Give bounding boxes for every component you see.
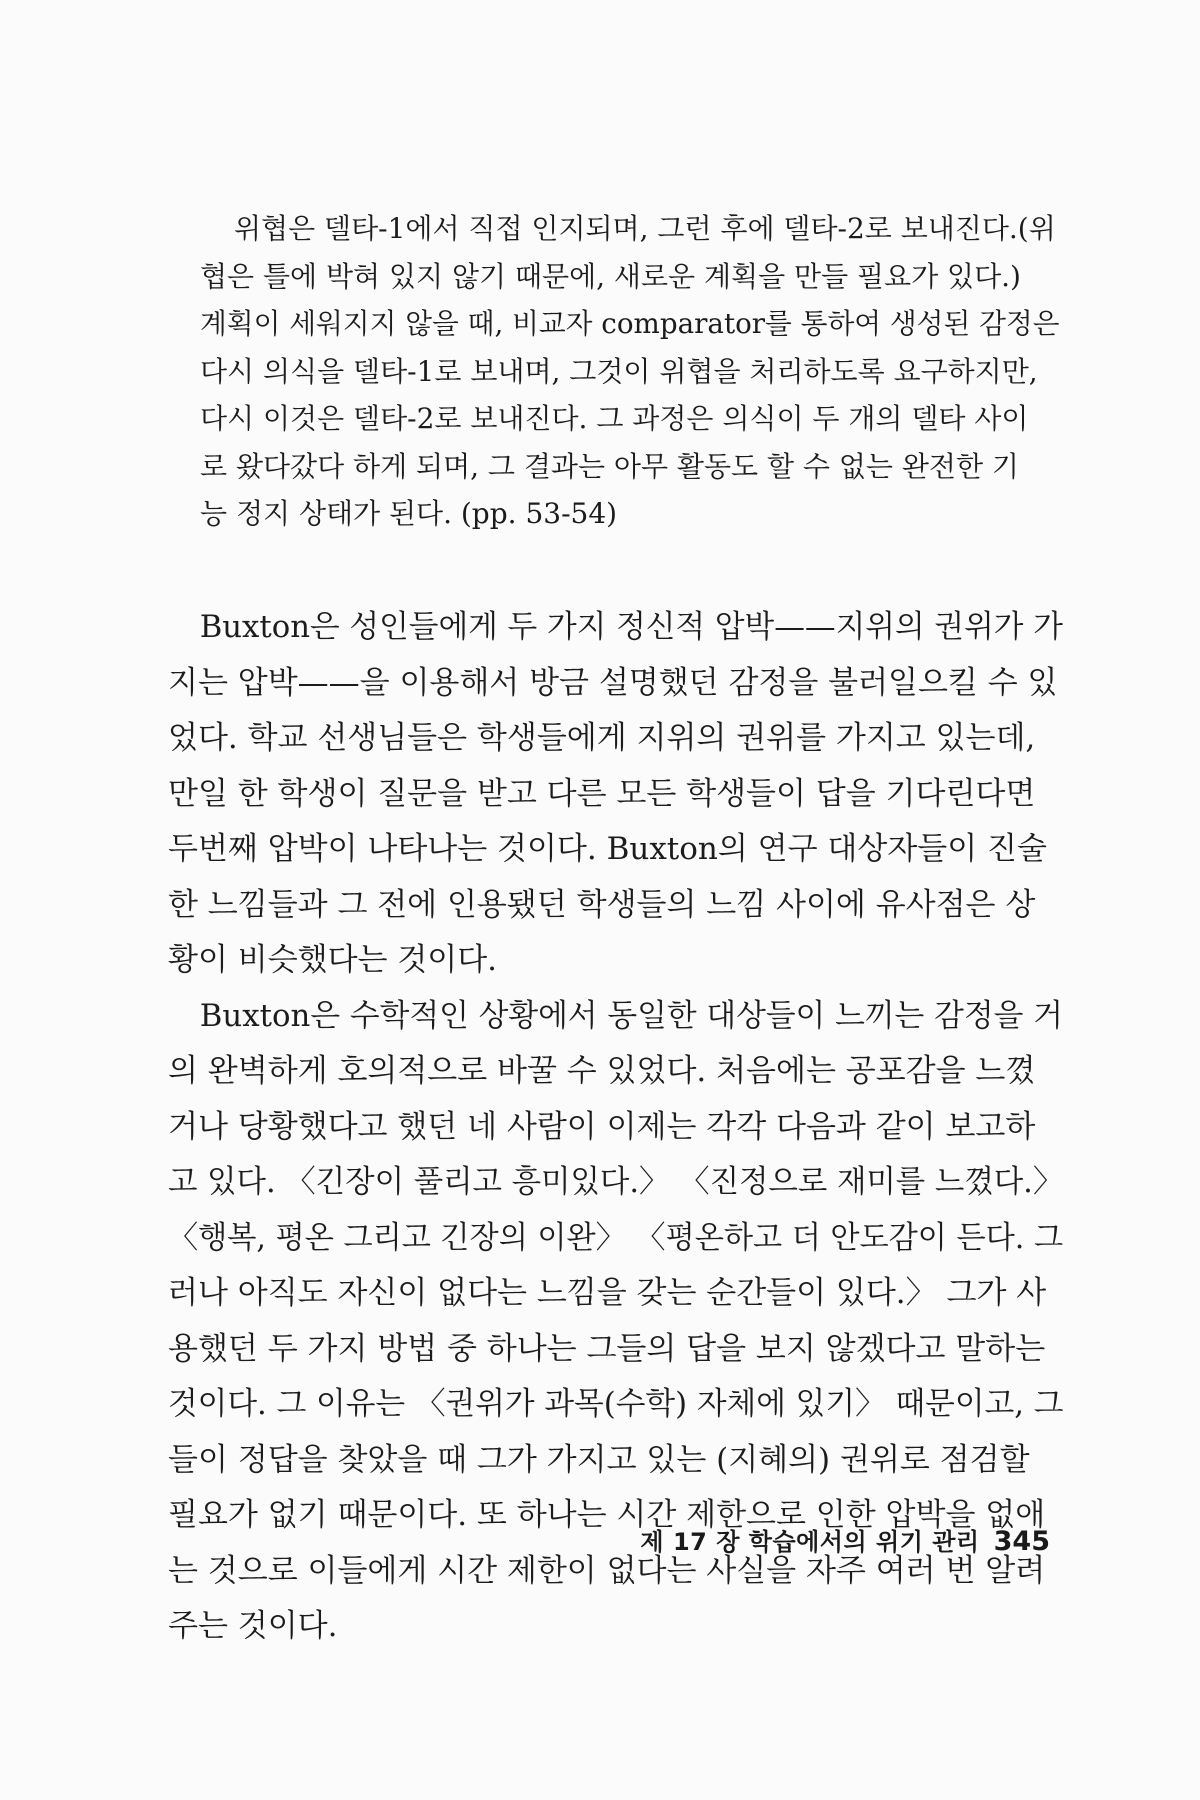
paragraph-line: Buxton은 성인들에게 두 가지 정신적 압박——지위의 권위가 가: [199, 609, 1063, 645]
paragraph-line: 황이 비슷했다는 것이다.: [168, 942, 498, 978]
quote-line: 로 왔다갔다 하게 되며, 그 결과는 아무 활동도 할 수 없는 완전한 기: [200, 449, 1019, 483]
quote-line: 위협은 델타-1에서 직접 인지되며, 그런 후에 델타-2로 보내진다.(위: [234, 212, 1056, 245]
paragraph-line: 들이 정답을 찾았을 때 그가 가지고 있는 (지혜의) 권위로 점검할: [168, 1441, 1030, 1478]
paragraph-line: 지는 압박——을 이용해서 방금 설명했던 감정을 불러일으킬 수 있: [168, 664, 1058, 701]
quote-line: 다시 의식을 델타-1로 보내며, 그것이 위협을 처리하도록 요구하지만,: [200, 354, 1038, 388]
paragraph-line: 한 느낌들과 그 전에 인용됐던 학생들의 느낌 사이에 유사점은 상: [168, 886, 1036, 923]
chapter-title: 제 17 장 학습에서의 위기 관리: [640, 1528, 980, 1556]
paragraph-line: 거나 당황했다고 했던 네 사람이 이제는 각각 다음과 같이 보고하: [168, 1108, 1036, 1145]
paragraph-line: 두번째 압박이 나타나는 것이다. Buxton의 연구 대상자들이 진술: [168, 831, 1047, 867]
quote-line: 협은 틀에 박혀 있지 않기 때문에, 새로운 계획을 만들 필요가 있다.): [200, 259, 1021, 293]
body-text: [168, 600, 1063, 1655]
paragraph-line: 용했던 두 가지 방법 중 하나는 그들의 답을 보지 않겠다고 말하는: [168, 1330, 1046, 1367]
paragraph-line: 필요가 없기 때문이다. 또 하나는 시간 제한으로 인한 압박을 없애: [168, 1497, 1046, 1533]
quote-line: 다시 이것은 델타-2로 보내진다. 그 과정은 의식이 두 개의 델타 사이: [200, 402, 1029, 435]
paragraph-line: 러나 아직도 자신이 없다는 느낌을 갖는 순간들이 있다.〉 그가 사: [168, 1275, 1047, 1311]
paragraph-line: 고 있다. 〈긴장이 풀리고 흥미있다.〉 〈진정으로 재미를 느꼈다.〉: [168, 1164, 1064, 1200]
quote-line: 능 정지 상태가 된다. (pp. 53-54): [200, 497, 618, 530]
quote-line: 계획이 세워지지 않을 때, 비교자 comparator를 통하여 생성된 감정은: [200, 307, 1060, 340]
paragraph-line: Buxton은 수학적인 상황에서 동일한 대상들이 느끼는 감정을 거: [199, 997, 1063, 1034]
block-quote: [200, 205, 1060, 538]
paragraph-line: 〈행복, 평온 그리고 긴장의 이완〉 〈평온하고 더 안도감이 든다. 그: [168, 1219, 1064, 1256]
paragraph: [168, 600, 1063, 989]
running-footer: [640, 1522, 1050, 1557]
paragraph-line: 었다. 학교 선생님들은 학생들에게 지위의 권위를 가지고 있는데,: [168, 720, 1036, 756]
paragraph-line: 의 완벽하게 호의적으로 바꿀 수 있었다. 처음에는 공포감을 느꼈: [168, 1053, 1036, 1089]
paragraph-line: 것이다. 그 이유는 〈권위가 과목(수학) 자체에 있기〉 때문이고, 그: [168, 1386, 1064, 1422]
paragraph-line: 주는 것이다.: [168, 1608, 338, 1644]
paragraph-line: 만일 한 학생이 질문을 받고 다른 모든 학생들이 답을 기다린다면: [168, 775, 1036, 812]
paragraph-line: 는 것으로 이들에게 시간 제한이 없다는 사실을 자주 여러 번 알려: [168, 1552, 1046, 1589]
page-number: 345: [993, 1526, 1050, 1557]
